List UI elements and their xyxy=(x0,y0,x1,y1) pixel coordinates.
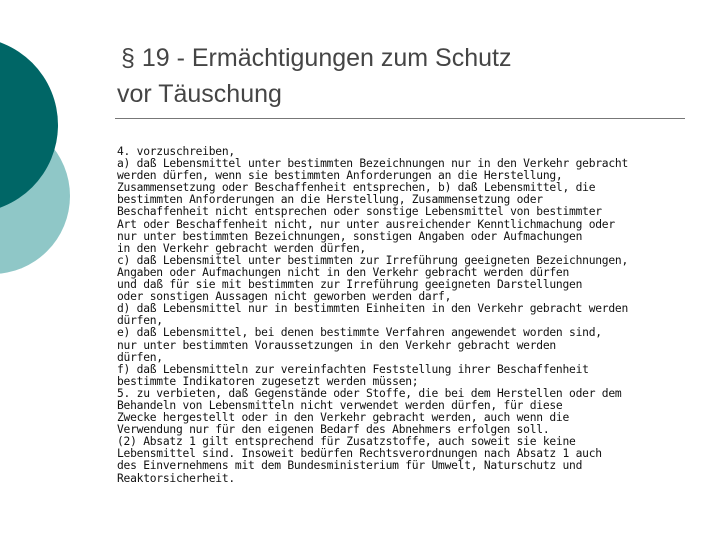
body-line: Behandeln von Lebensmitteln nicht verwendet werden dürfen, für diese xyxy=(117,398,563,412)
body-line: c) daß Lebensmittel unter bestimmten zur Irreführung geeigneten Bezeichnungen, xyxy=(117,253,629,267)
body-paragraph xyxy=(117,364,687,388)
body-line: Zusammensetzung oder Beschaffenheit entsprechen, b) daß Lebensmittel, die xyxy=(117,181,596,195)
body-paragraph xyxy=(117,255,687,303)
body-line: und daß für sie mit bestimmten zur Irreführung geeigneten Darstellungen xyxy=(117,278,583,292)
body-line: bestimmten Anforderungen an die Herstellung, Zusammensetzung oder xyxy=(117,193,543,207)
body-line: dürfen, xyxy=(117,314,163,328)
body-paragraph xyxy=(117,303,687,327)
body-line: (2) Absatz 1 gilt entsprechend für Zusatzstoffe, auch soweit sie keine xyxy=(117,435,576,449)
body-line: Lebensmittel sind. Insoweit bedürfen Rechtsverordnungen nach Absatz 1 auch xyxy=(117,447,602,461)
body-line: a) daß Lebensmittel unter bestimmten Bezeichnungen nur in den Verkehr gebracht xyxy=(117,157,629,171)
title-line-2: vor Täuschung xyxy=(117,80,282,108)
body-line: 5. zu verbieten, daß Gegenstände oder Stoffe, die bei dem Herstellen oder dem xyxy=(117,386,622,400)
body-line: bestimmte Indikatoren zugesetzt werden müssen; xyxy=(117,374,419,388)
body-line: dürfen, xyxy=(117,350,163,364)
decorative-circles xyxy=(0,37,70,274)
body-line: f) daß Lebensmitteln zur vereinfachten Feststellung ihrer Beschaffenheit xyxy=(117,362,589,376)
body-paragraph xyxy=(117,388,687,436)
body-line: Angaben oder Aufmachungen nicht in den Verkehr gebracht werden dürfen xyxy=(117,265,570,279)
body-line: werden dürfen, wenn sie bestimmten Anforderungen an die Herstellung, xyxy=(117,169,563,183)
slide-decoration xyxy=(0,0,110,540)
body-paragraph xyxy=(117,436,687,484)
body-line: in den Verkehr gebracht werden dürfen, xyxy=(117,241,366,255)
body-line: Verwendung nur für den eigenen Bedarf des Abnehmers erfolgen soll. xyxy=(117,423,550,437)
body-line: des Einvernehmens mit dem Bundesministerium für Umwelt, Naturschutz und xyxy=(117,459,583,473)
body-line: nur unter bestimmten Bezeichnungen, sonstigen Angaben oder Aufmachungen xyxy=(117,229,583,243)
body-line: Art oder Beschaffenheit nicht, nur unter ausreichender Kenntlichmachung oder xyxy=(117,217,615,231)
body-paragraph xyxy=(117,327,687,363)
body-line: Beschaffenheit nicht entsprechen oder sonstige Lebensmittel von bestimmter xyxy=(117,205,602,219)
slide-title xyxy=(117,40,677,112)
body-paragraph xyxy=(117,158,687,255)
body-line: d) daß Lebensmittel nur in bestimmten Einheiten in den Verkehr gebracht werden xyxy=(117,302,629,316)
body-line: Zwecke hergestellt oder in den Verkehr gebracht werden, auch wenn die xyxy=(117,411,570,425)
body-line: 4. vorzuschreiben, xyxy=(117,145,235,158)
body-line: nur unter bestimmten Voraussetzungen in den Verkehr gebracht werden xyxy=(117,338,556,352)
body-line: Reaktorsicherheit. xyxy=(117,471,235,485)
body-line: oder sonstigen Aussagen nicht geworben werden darf, xyxy=(117,290,452,304)
title-line-1: § 19 - Ermächtigungen zum Schutz xyxy=(121,44,512,72)
slide-body xyxy=(117,146,687,485)
body-line: e) daß Lebensmittel, bei denen bestimmte Verfahren angewendet worden sind, xyxy=(117,326,602,340)
title-divider xyxy=(115,118,685,119)
